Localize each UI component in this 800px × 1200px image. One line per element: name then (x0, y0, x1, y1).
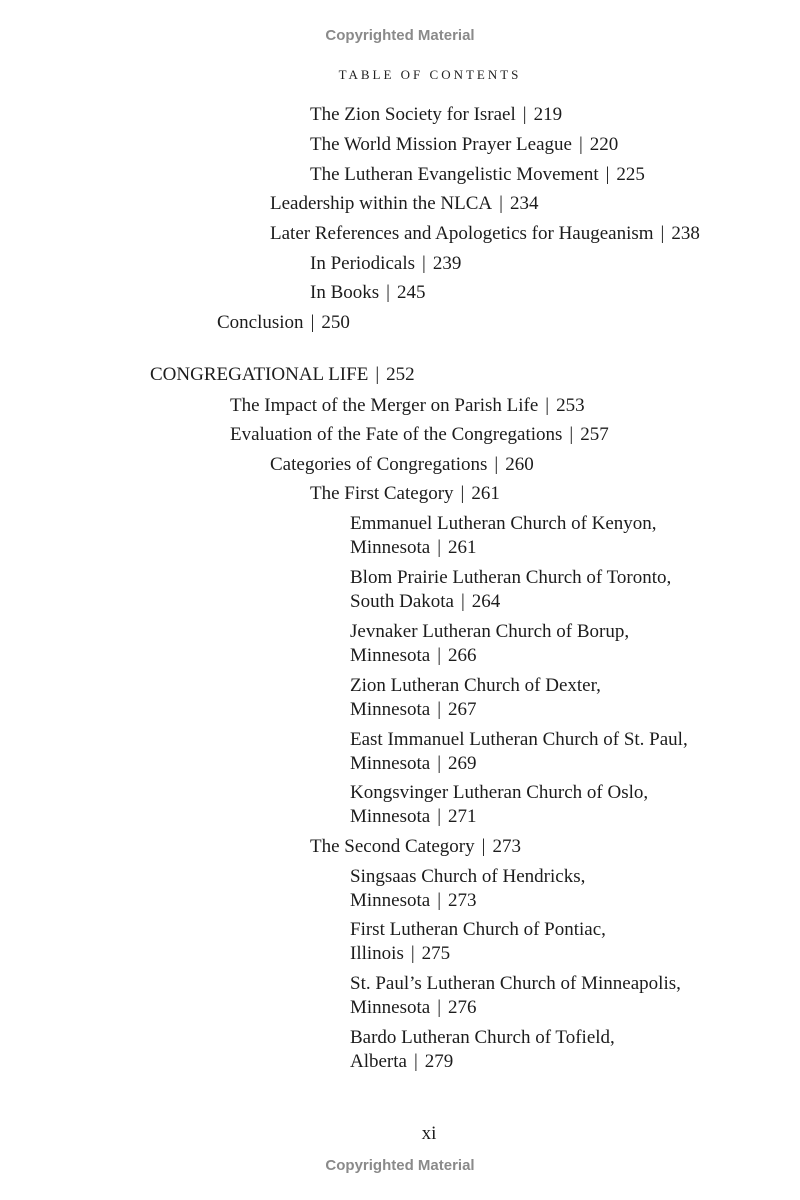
entry-page: 276 (448, 997, 477, 1018)
toc-entry (217, 311, 350, 335)
toc-entry (270, 453, 534, 477)
copyright-watermark-top: Copyrighted Material (325, 27, 475, 44)
entry-page: 261 (471, 483, 500, 504)
toc-entry (350, 918, 606, 966)
entry-page: 271 (448, 806, 477, 827)
entry-title: Evaluation of the Fate of the Congregations (230, 424, 563, 445)
entry-page: 219 (533, 104, 563, 125)
entry-title: The World Mission Prayer League (310, 134, 572, 155)
entry-title-line2: Minnesota (350, 537, 431, 558)
entry-title-line2: South Dakota (350, 591, 454, 612)
toc-entry (350, 728, 688, 776)
separator: | (437, 890, 442, 911)
entry-page: 238 (671, 223, 700, 244)
entry-page: 261 (448, 537, 477, 558)
entry-page: 267 (448, 699, 477, 720)
toc-entry (350, 566, 671, 614)
separator: | (437, 537, 442, 558)
entry-page: 264 (471, 591, 501, 612)
toc-entry (270, 222, 700, 246)
entry-title: Conclusion (217, 312, 304, 333)
toc-entry (310, 482, 500, 506)
toc-entry (350, 620, 629, 668)
separator: | (437, 699, 442, 720)
separator: | (422, 253, 426, 274)
entry-page: 245 (396, 282, 426, 303)
entry-page: 220 (589, 134, 619, 155)
toc-entry (310, 103, 562, 127)
separator: | (375, 364, 380, 385)
toc-entry (310, 163, 645, 187)
entry-page: 260 (505, 454, 534, 475)
page-number: xi (421, 1123, 437, 1144)
entry-title: The Zion Society for Israel (310, 104, 516, 125)
entry-title: Categories of Congregations (270, 454, 488, 475)
entry-title-line1: Emmanuel Lutheran Church of Kenyon, (350, 513, 657, 534)
entry-page: 253 (556, 395, 585, 416)
entry-title-line1: First Lutheran Church of Pontiac, (350, 919, 606, 940)
entry-page: 275 (421, 943, 451, 964)
separator: | (437, 806, 442, 827)
separator: | (410, 943, 415, 964)
copyright-watermark-bottom: Copyrighted Material (325, 1157, 475, 1174)
toc-entry (350, 865, 585, 913)
entry-title: The Impact of the Merger on Parish Life (230, 395, 539, 416)
separator: | (460, 483, 465, 504)
entry-page: 269 (448, 753, 477, 774)
entry-page: 273 (492, 836, 521, 857)
toc-chapter-entry (150, 363, 415, 387)
toc-entry (310, 252, 461, 276)
entry-title-line2: Illinois (350, 943, 404, 964)
entry-title: In Books (310, 282, 380, 303)
entry-title: Leadership within the NLCA (270, 193, 493, 214)
entry-title-line2: Minnesota (350, 645, 431, 666)
entry-title-line2: Minnesota (350, 806, 431, 827)
separator: | (545, 395, 550, 416)
separator: | (660, 223, 665, 244)
running-head: TABLE OF CONTENTS (338, 67, 522, 82)
toc-entry (270, 192, 538, 216)
entry-title-line2: Minnesota (350, 753, 431, 774)
separator: | (310, 312, 315, 333)
entry-page: 239 (432, 253, 462, 274)
entry-title: The Second Category (310, 836, 475, 857)
entry-page: 279 (424, 1051, 454, 1072)
entry-title-line1: Kongsvinger Lutheran Church of Oslo, (350, 782, 649, 803)
entry-title: The Lutheran Evangelistic Movement (310, 164, 599, 185)
toc-entry (350, 1026, 615, 1074)
entry-title-line1: Zion Lutheran Church of Dexter, (350, 675, 601, 696)
entry-page: 234 (509, 193, 539, 214)
separator: | (499, 193, 503, 214)
entry-title-line1: Singsaas Church of Hendricks, (350, 866, 586, 887)
toc-entry (350, 674, 601, 722)
entry-title-line1: Blom Prairie Lutheran Church of Toronto, (350, 567, 672, 588)
separator: | (386, 282, 390, 303)
entry-page: 257 (580, 424, 609, 445)
toc-entry (230, 394, 585, 418)
separator: | (437, 753, 442, 774)
entry-title-line2: Minnesota (350, 890, 431, 911)
separator: | (413, 1051, 418, 1072)
separator: | (522, 104, 527, 125)
separator: | (605, 164, 610, 185)
toc-entry (350, 781, 648, 829)
entry-page: 266 (448, 645, 477, 666)
entry-page: 225 (616, 164, 645, 185)
toc-entry (230, 423, 609, 447)
toc-entry (350, 972, 681, 1020)
separator: | (578, 134, 583, 155)
entry-title: Later References and Apologetics for Haugeanism (270, 223, 654, 244)
separator: | (437, 997, 442, 1018)
entry-title-line2: Alberta (350, 1051, 407, 1072)
separator: | (460, 591, 465, 612)
separator: | (494, 454, 499, 475)
entry-title: The First Category (310, 483, 454, 504)
entry-page: 252 (386, 364, 415, 385)
entry-title-line2: Minnesota (350, 997, 431, 1018)
toc-entry (310, 281, 425, 305)
separator: | (437, 645, 442, 666)
toc-entry (310, 133, 618, 157)
separator: | (569, 424, 574, 445)
entry-page: 250 (321, 312, 350, 333)
toc-entry (350, 512, 657, 560)
entry-title: CONGREGATIONAL LIFE (150, 364, 369, 385)
toc-entry (310, 835, 521, 859)
entry-title-line1: St. Paul’s Lutheran Church of Minneapolis, (350, 973, 681, 994)
entry-title-line1: Jevnaker Lutheran Church of Borup, (350, 621, 630, 642)
entry-title-line1: Bardo Lutheran Church of Tofield, (350, 1027, 615, 1048)
entry-title: In Periodicals (310, 253, 416, 274)
entry-title-line1: East Immanuel Lutheran Church of St. Paul, (350, 729, 688, 750)
entry-title-line2: Minnesota (350, 699, 431, 720)
entry-page: 273 (448, 890, 477, 911)
separator: | (481, 836, 486, 857)
